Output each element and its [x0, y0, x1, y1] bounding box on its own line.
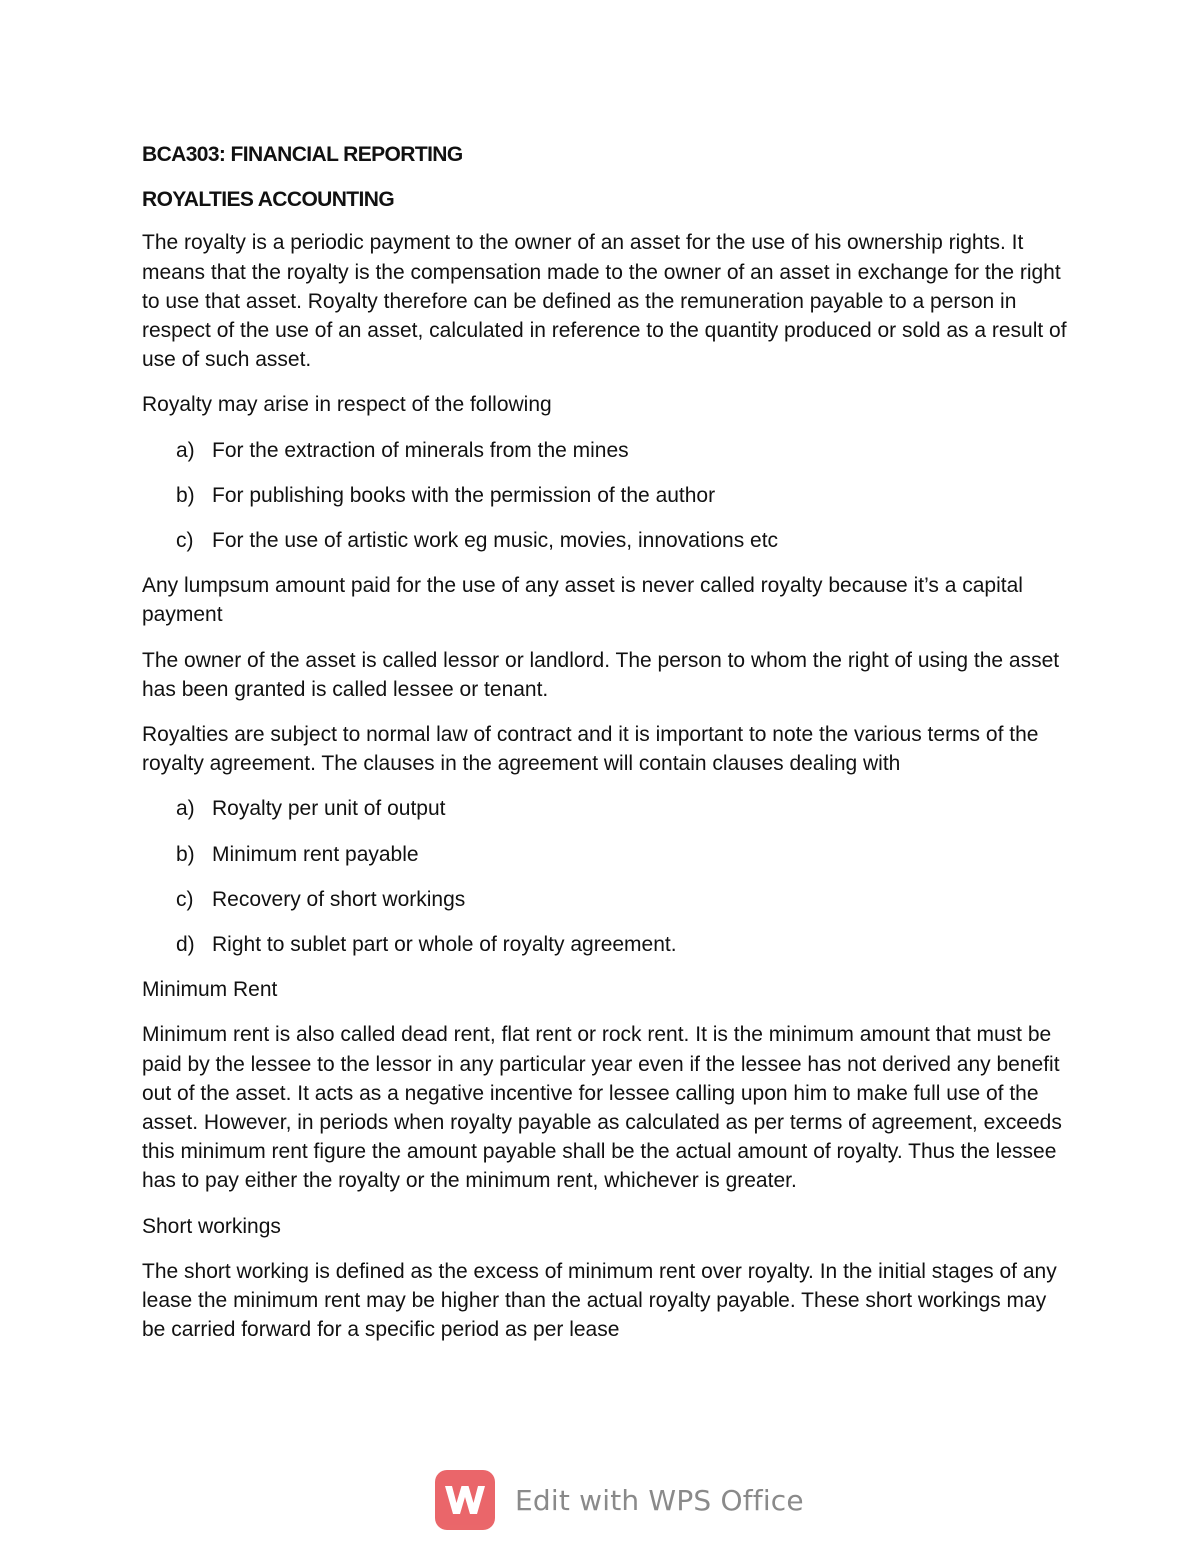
list-item-text: Recovery of short workings	[212, 887, 466, 911]
wps-edit-label: Edit with WPS Office	[515, 1483, 804, 1517]
list-item-text: Royalty per unit of output	[212, 797, 446, 821]
list-item	[142, 436, 1072, 465]
list-item-text: Right to sublet part or whole of royalty agreement.	[212, 933, 677, 957]
owner-paragraph: The owner of the asset is called lessor or landlord. The person to whom the right of using the asset has been granted is called lessee or tenant.	[142, 648, 1060, 701]
wps-edit-banner[interactable]	[435, 1470, 804, 1530]
list-item	[142, 930, 1072, 959]
document-body	[142, 140, 1072, 1361]
list-item	[142, 885, 1072, 914]
list-marker: b)	[176, 483, 195, 507]
list-item	[142, 481, 1072, 510]
contract-paragraph: Royalties are subject to normal law of contract and it is important to note the various terms of the royalty agreement. The clauses in the agreement will contain clauses dealing with	[142, 723, 1039, 776]
section-heading-royalties: ROYALTIES ACCOUNTING	[142, 188, 395, 212]
wps-logo-icon	[435, 1470, 495, 1530]
list-marker: c)	[176, 887, 194, 911]
arise-intro: Royalty may arise in respect of the following	[142, 393, 552, 417]
lumpsum-paragraph: Any lumpsum amount paid for the use of any asset is never called royalty because it’s a capital payment	[142, 574, 1023, 627]
arise-list	[142, 436, 1072, 556]
document-title: BCA303: FINANCIAL REPORTING	[142, 143, 463, 166]
clause-list	[142, 794, 1072, 959]
list-item-text: For publishing books with the permission of the author	[212, 483, 716, 507]
wps-w-glyph	[443, 1483, 487, 1517]
short-workings-paragraph: The short working is defined as the excess of minimum rent over royalty. In the initial stages of any lease the minimum rent may be higher than the actual royalty payable. These short workings may be carried forward for a specific period as per lease	[142, 1259, 1057, 1342]
list-item	[142, 526, 1072, 555]
intro-paragraph: The royalty is a periodic payment to the owner of an asset for the use of his ownership rights. It means that the royalty is the compensation made to the owner of an asset in exchange for the right to use that asset. Royalty therefore can be defined as the remuneration payable to a person in respect of the use of an asset, calculated in reference to the quantity produced or sold as a result of use of such asset.	[142, 231, 1067, 372]
list-item-text: For the use of artistic work eg music, movies, innovations etc	[212, 529, 779, 553]
list-marker: c)	[176, 529, 194, 553]
list-marker: a)	[176, 438, 195, 462]
list-item-text: For the extraction of minerals from the mines	[212, 438, 629, 462]
list-marker: b)	[176, 842, 195, 866]
list-marker: d)	[176, 933, 195, 957]
list-item-text: Minimum rent payable	[212, 842, 419, 866]
minimum-rent-heading: Minimum Rent	[142, 978, 278, 1002]
short-workings-heading: Short workings	[142, 1214, 281, 1238]
list-item	[142, 794, 1072, 823]
list-marker: a)	[176, 797, 195, 821]
minimum-rent-paragraph: Minimum rent is also called dead rent, flat rent or rock rent. It is the minimum amount that must be paid by the lessee to the lessor in any particular year even if the lessee has not derived any benefit out of the asset. It acts as a negative incentive for lessee calling upon him to make full use of the asset. However, in periods when royalty payable as calculated as per terms of agreement, exceeds this minimum rent figure the amount payable shall be the actual amount of royalty. Thus the lessee has to pay either the royalty or the minimum rent, whichever is greater.	[142, 1023, 1062, 1193]
list-item	[142, 840, 1072, 869]
